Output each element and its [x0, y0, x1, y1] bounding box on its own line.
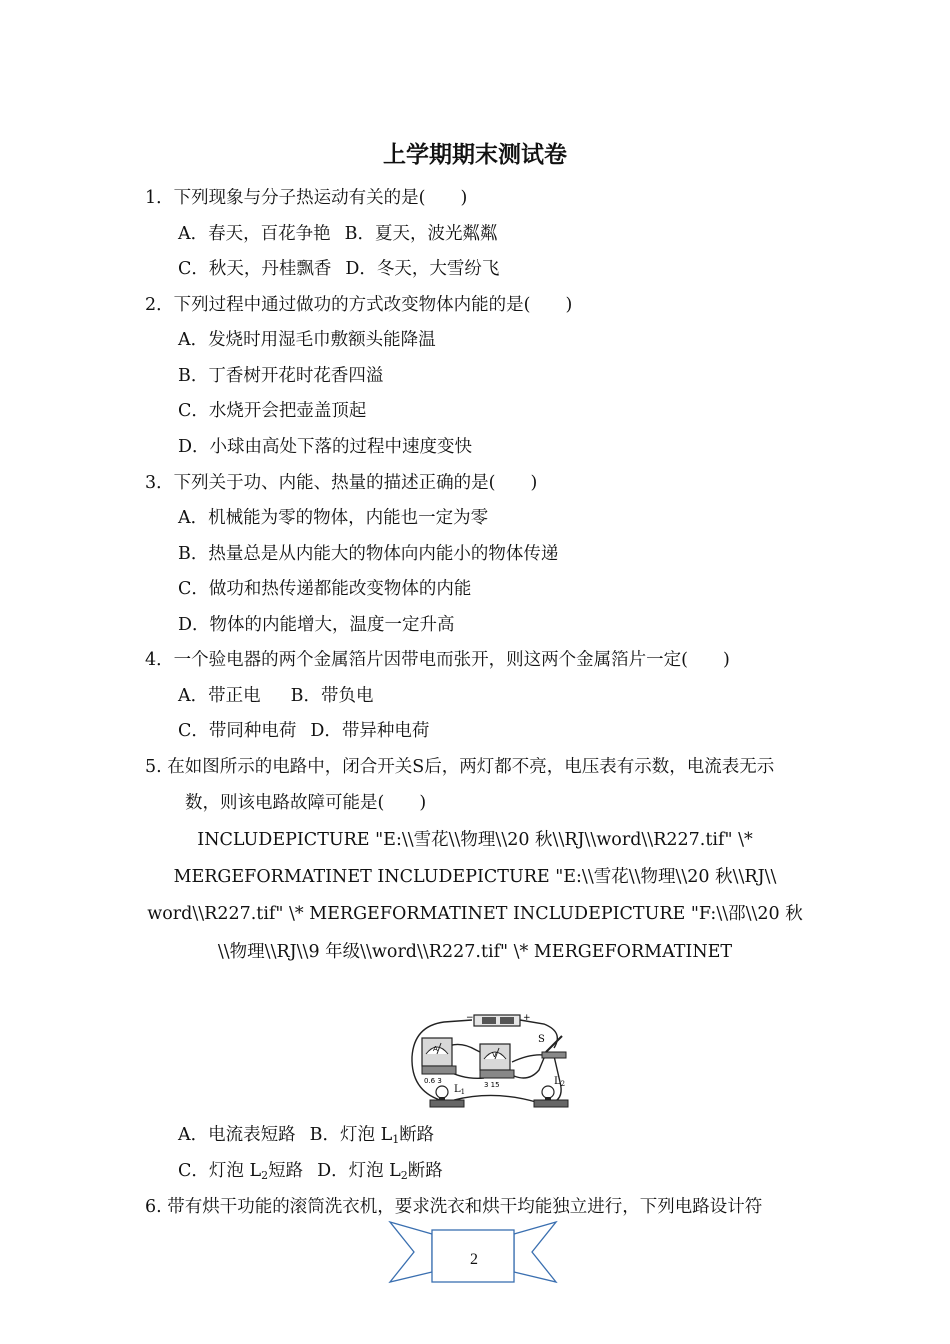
option-d: D．物体的内能增大，温度一定升高	[178, 615, 455, 635]
lamp-2-subscript: 2	[560, 1080, 566, 1088]
option-b: B．丁香树开花时花香四溢	[178, 366, 384, 386]
option-b: B．带负电	[290, 686, 374, 706]
voltmeter-icon	[480, 1044, 514, 1078]
option-a: A．电流表短路	[178, 1125, 296, 1145]
option-c: C．做功和热传递都能改变物体的内能	[178, 579, 472, 599]
option-a: A．带正电	[178, 686, 261, 706]
question-5-options-cd	[178, 1159, 443, 1188]
option-b: B．热量总是从内能大的物体向内能小的物体传递	[178, 544, 559, 564]
question-5-options-ab	[178, 1123, 434, 1152]
option-d: D．灯泡 $L_2$断路	[317, 1161, 443, 1182]
voltmeter-label: V	[492, 1051, 497, 1059]
option-c: C．水烧开会把壶盖顶起	[178, 401, 367, 421]
question-3-stem: 3．下列关于功、内能、热量的描述正确的是( )	[145, 473, 538, 493]
field-code-line: MERGEFORMATINET INCLUDEPICTURE "E:\\雪花\\物理\\20 秋\\RJ\\	[173, 867, 777, 887]
option-a: A．机械能为零的物体，内能也一定为零	[178, 508, 489, 528]
option-a: A．发烧时用湿毛巾敷额头能降温	[178, 330, 436, 350]
question-2-stem: 2．下列过程中通过做功的方式改变物体内能的是( )	[145, 295, 573, 315]
lamp-1-label: L	[454, 1084, 461, 1095]
ammeter-label: A	[433, 1045, 438, 1053]
lamp-1-subscript: 1	[460, 1088, 466, 1096]
option-b: B．灯泡 $L_1$断路	[309, 1125, 435, 1146]
page-title: 上学期期末测试卷	[383, 142, 567, 168]
question-4-options-ab	[178, 684, 374, 708]
lamp-2-icon	[534, 1086, 568, 1107]
field-code-line: \\物理\\RJ\\9 年级\\word\\R227.tif" \* MERGEFORMATINET	[217, 942, 733, 962]
svg-text:L1	[454, 1084, 465, 1096]
option-d: D．带异种电荷	[310, 721, 430, 741]
option-c: C．秋天，丹桂飘香	[178, 259, 332, 279]
question-4-options-cd	[178, 719, 429, 743]
ammeter-icon	[422, 1038, 456, 1074]
circuit-diagram	[404, 1012, 576, 1112]
option-c: C．带同种电荷	[178, 721, 297, 741]
option-d: D．小球由高处下落的过程中速度变快	[178, 437, 473, 457]
question-1-stem: 1．下列现象与分子热运动有关的是( )	[145, 188, 468, 208]
option-c: C．灯泡 $L_2$短路	[178, 1161, 304, 1182]
plus-label: +	[523, 1013, 531, 1023]
question-1-options-ab	[178, 222, 498, 246]
page-number: 2	[470, 1251, 478, 1268]
question-4-stem: 4．一个验电器的两个金属箔片因带电而张开，则这两个金属箔片一定( )	[145, 650, 730, 670]
ammeter-scale: 0.6 3	[424, 1077, 442, 1085]
question-6-stem: 6. 带有烘干功能的滚筒洗衣机，要求洗衣和烘干均能独立进行，下列电路设计符	[145, 1197, 763, 1217]
battery-icon	[474, 1015, 520, 1026]
option-a: A．春天，百花争艳	[178, 224, 331, 244]
option-d: D．冬天，大雪纷飞	[345, 259, 500, 279]
question-5-stem-cont: 数，则该电路故障可能是( )	[185, 793, 427, 813]
voltmeter-scale: 3 15	[484, 1081, 500, 1089]
question-1-options-cd	[178, 257, 499, 281]
option-b: B．夏天，波光粼粼	[344, 224, 498, 244]
switch-label: S	[538, 1034, 545, 1045]
question-5-stem: 5. 在如图所示的电路中，闭合开关S后，两灯都不亮，电压表有示数，电流表无示	[145, 757, 775, 777]
minus-label: −	[466, 1013, 474, 1023]
svg-text:L2	[554, 1076, 565, 1088]
field-code-line: word\\R227.tif" \* MERGEFORMATINET INCLUDEPICTURE "F:\\邵\\20 秋	[147, 904, 803, 924]
field-code-line: INCLUDEPICTURE "E:\\雪花\\物理\\20 秋\\RJ\\word\\R227.tif" \*	[197, 830, 753, 850]
lamp-2-label: L	[554, 1076, 561, 1087]
